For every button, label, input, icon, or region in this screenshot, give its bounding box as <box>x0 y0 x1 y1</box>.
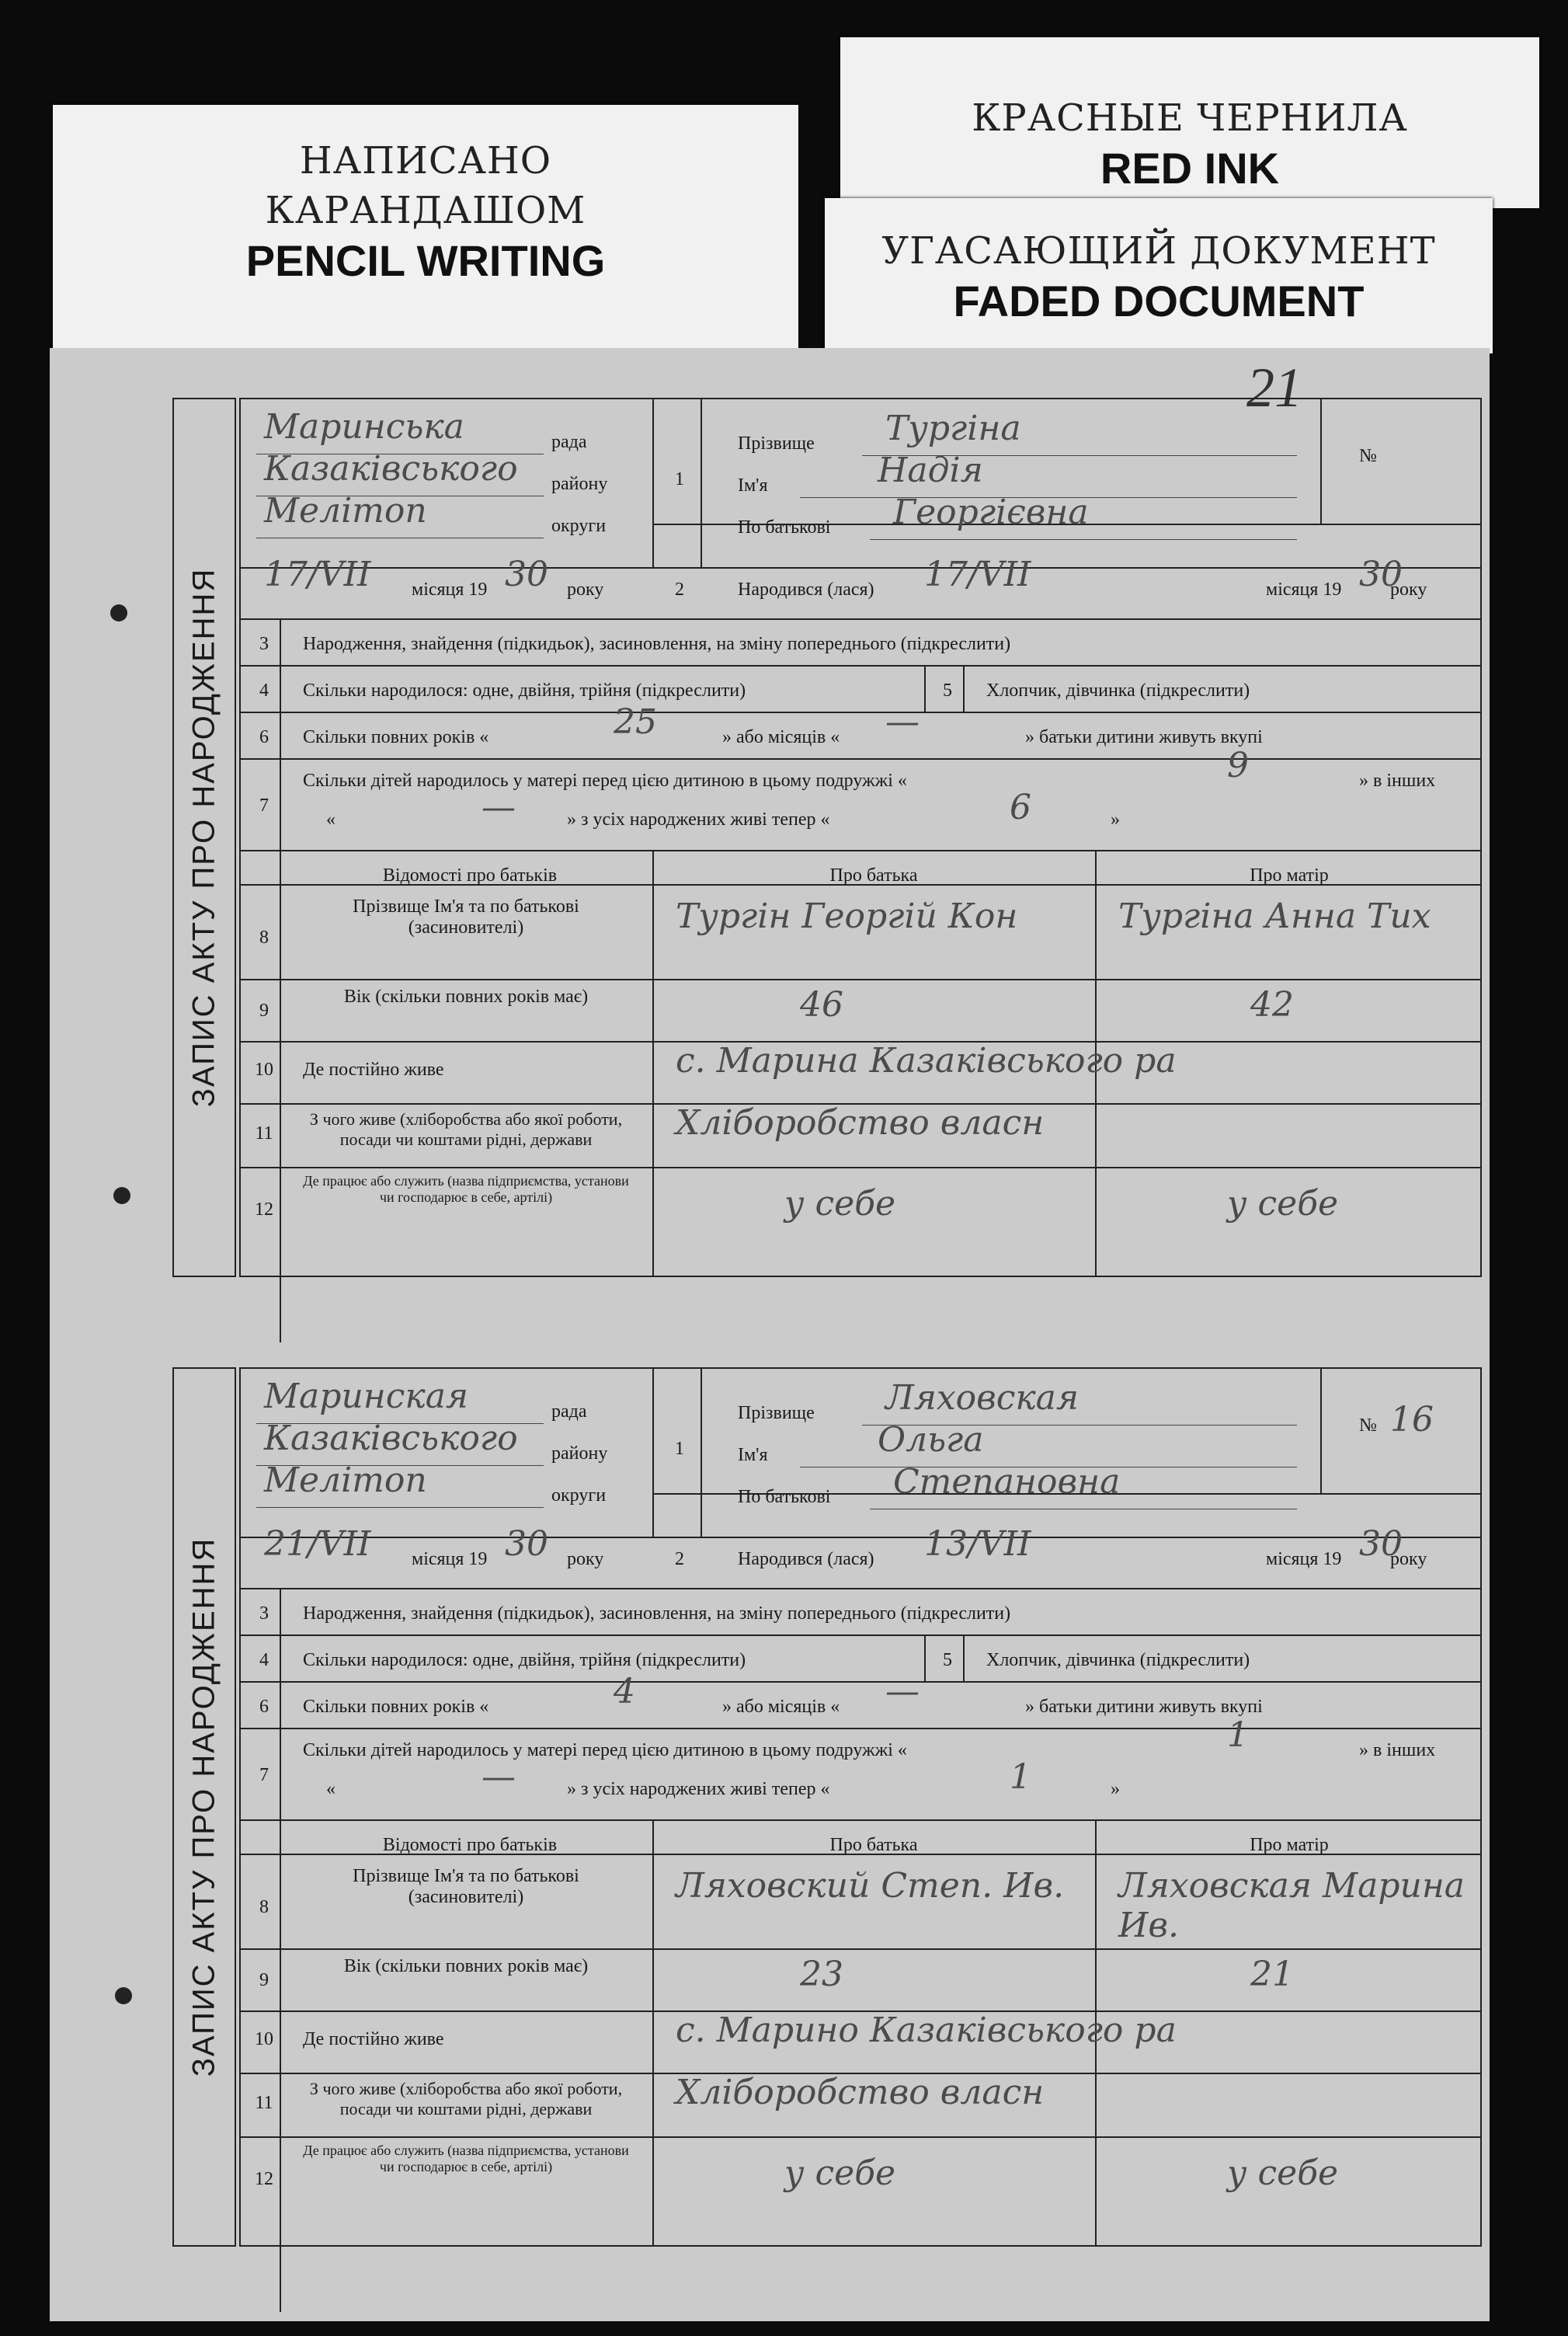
form-grid <box>239 1367 1482 2247</box>
birth-record-1 <box>172 398 1482 1277</box>
binding-hole <box>110 604 127 621</box>
section-side-title <box>172 398 236 1277</box>
value-reg-day: 21/VII <box>264 1524 371 1564</box>
row12-text: Де працює або служить (назва підприємства, установи чи господарює в себе, артілі) <box>303 1173 629 1205</box>
row10-text: Де постійно живе <box>303 2029 444 2049</box>
value-residence: с. Марина Казаківського ра <box>676 1041 1177 1081</box>
pencil-ru-line2: КАРАНДАШОМ <box>265 189 586 232</box>
form-row <box>241 886 1480 980</box>
label-month-year-1: місяця 19 <box>412 1549 488 1569</box>
side-title-text: ЗАПИС АКТУ ПРО НАРОДЖЕННЯ <box>186 567 221 1108</box>
value-alive: 1 <box>1010 1757 1031 1797</box>
row6-c: » батьки дитини живуть вкупі <box>1025 727 1263 747</box>
value-born-day: 17/VII <box>924 555 1031 594</box>
value-years: 25 <box>614 702 657 742</box>
row-number: 11 <box>255 1123 273 1144</box>
label-name: Ім'я <box>738 475 768 496</box>
label-year-1: року <box>567 580 604 600</box>
row-number: 9 <box>259 1970 269 1990</box>
row7-a: Скільки дітей народилось у матері перед цією дитиною в цьому подружжі « <box>303 1740 907 1760</box>
row-number: 11 <box>255 2093 273 2113</box>
row7-b: » в інших <box>1359 771 1436 791</box>
label-rayon: району <box>551 1443 608 1464</box>
column-divider <box>701 399 702 569</box>
value-years: 4 <box>614 1672 635 1711</box>
value-residence: с. Марино Казаківського ра <box>676 2010 1177 2050</box>
column-divider <box>701 1369 702 1538</box>
pencil-ru-line1: НАПИСАНО <box>299 139 552 183</box>
row-number: 4 <box>259 1650 269 1670</box>
value-born-year: 30 <box>1359 555 1403 594</box>
value-reg-year: 30 <box>505 1524 548 1564</box>
value-father-age: 23 <box>800 1955 843 1994</box>
faded-en: FADED DOCUMENT <box>953 277 1365 326</box>
value-mother-name: Тургіна Анна Тих <box>1118 896 1431 936</box>
label-year-2: року <box>1390 1549 1427 1569</box>
faded-ru: УГАСАЮЩИЙ ДОКУМЕНТ <box>881 229 1436 273</box>
form-row <box>241 569 1480 620</box>
row-number: 10 <box>255 2029 273 2049</box>
value-rayon: Казаківського <box>264 1419 518 1458</box>
value-patronymic: Георгієвна <box>893 493 1089 532</box>
label-month-year-2: місяця 19 <box>1266 1549 1342 1569</box>
row-number: 5 <box>943 681 952 701</box>
column-divider <box>652 399 654 569</box>
form-row <box>241 2074 1480 2138</box>
form-row <box>241 1855 1480 1950</box>
label-rayon: району <box>551 474 608 494</box>
father-header: Про батька <box>829 1835 918 1855</box>
red-ink-label <box>840 37 1539 208</box>
row-number: 12 <box>255 2169 273 2189</box>
row7-a: Скільки дітей народилось у матері перед цією дитиною в цьому подружжі « <box>303 771 907 791</box>
row3-text: Народження, знайдення (підкидьок), засиновлення, на зміну попереднього (підкреслити) <box>303 634 1011 654</box>
column-divider <box>1320 399 1322 524</box>
form-row <box>241 1043 1480 1105</box>
value-livelihood: Хліборобство власн <box>676 1103 1045 1143</box>
value-okrug: Мелітоп <box>264 491 427 531</box>
label-year-2: року <box>1390 580 1427 600</box>
label-patronymic: По батькові <box>738 517 831 538</box>
row9-text: Вік (скільки повних років має) <box>343 1956 589 1976</box>
form-row <box>241 1105 1480 1168</box>
value-mother-name: Ляховская Марина Ив. <box>1118 1866 1465 1945</box>
value-father-work: у себе <box>784 2153 896 2193</box>
row7-e: » <box>1111 1779 1120 1799</box>
row6-a: Скільки повних років « <box>303 727 489 747</box>
value-reg-year: 30 <box>505 555 548 594</box>
value-reg-day: 17/VII <box>264 555 371 594</box>
label-number: № <box>1359 446 1377 466</box>
value-months: — <box>885 1672 920 1711</box>
side-title-text: ЗАПИС АКТУ ПРО НАРОДЖЕННЯ <box>186 1537 221 2077</box>
row6-b: » або місяців « <box>722 727 840 747</box>
value-livelihood: Хліборобство власн <box>676 2073 1045 2112</box>
form-row <box>241 1589 1480 1636</box>
value-children: 1 <box>1227 1715 1249 1755</box>
row5-text: Хлопчик, дівчинка (підкреслити) <box>986 1650 1250 1670</box>
fill-line <box>870 539 1297 540</box>
label-rada: рада <box>551 432 587 452</box>
row-number: 3 <box>259 1603 269 1624</box>
row8-text: Прізвище Ім'я та по батькові (засиновителі) <box>353 896 579 938</box>
row-number: 6 <box>259 1697 269 1717</box>
value-born-day: 13/VII <box>924 1524 1031 1564</box>
value-rayon: Казаківського <box>264 449 518 489</box>
row-number: 12 <box>255 1199 273 1220</box>
faded-document-label <box>825 198 1493 353</box>
value-surname: Тургіна <box>885 409 1021 448</box>
form-row <box>241 851 1480 886</box>
row-number: 2 <box>675 580 684 600</box>
value-name: Ольга <box>878 1420 984 1460</box>
value-other: — <box>482 1757 516 1797</box>
label-born: Народився (лася) <box>738 1549 874 1569</box>
pencil-en: PENCIL WRITING <box>245 236 606 285</box>
binding-hole <box>113 1187 130 1204</box>
value-children: 9 <box>1227 746 1249 785</box>
row3-text: Народження, знайдення (підкидьок), засиновлення, на зміну попереднього (підкреслити) <box>303 1603 1011 1624</box>
value-rada: Маринська <box>264 407 464 447</box>
value-mother-work: у себе <box>1227 2153 1339 2193</box>
row11-text: З чого живе (хліборобства або якої роботи, посади чи коштами рідні, держави <box>309 2079 623 2118</box>
row7-b: » в інших <box>1359 1740 1436 1760</box>
row7-c: « <box>326 1779 336 1799</box>
label-year-1: року <box>567 1549 604 1569</box>
value-mother-age: 21 <box>1250 1955 1294 1994</box>
value-father-age: 46 <box>800 985 843 1025</box>
row7-e: » <box>1111 809 1120 830</box>
value-father-work: у себе <box>784 1184 896 1224</box>
form-row <box>241 2012 1480 2074</box>
label-name: Ім'я <box>738 1445 768 1465</box>
form-row <box>241 1683 1480 1729</box>
form-row <box>241 713 1480 760</box>
form-row <box>241 760 1480 851</box>
value-okrug: Мелітоп <box>264 1460 427 1500</box>
row6-b: » або місяців « <box>722 1697 840 1717</box>
value-alive: 6 <box>1010 788 1031 827</box>
father-header: Про батька <box>829 865 918 886</box>
value-born-year: 30 <box>1359 1524 1403 1564</box>
row-number: 7 <box>259 1765 269 1785</box>
row-number: 2 <box>675 1549 684 1569</box>
section-side-title <box>172 1367 236 2247</box>
row7-d: » з усіх народжених живі тепер « <box>567 1779 830 1799</box>
row-number: 5 <box>943 1650 952 1670</box>
parents-info-header: Відомості про батьків <box>382 1835 558 1855</box>
mother-header: Про матір <box>1250 1835 1329 1855</box>
row7-d: » з усіх народжених живі тепер « <box>567 809 830 830</box>
row-number: 6 <box>259 727 269 747</box>
form-row <box>241 1821 1480 1855</box>
row-number: 9 <box>259 1001 269 1021</box>
label-surname: Прізвище <box>738 1403 815 1423</box>
label-surname: Прізвище <box>738 433 815 454</box>
label-month-year-2: місяця 19 <box>1266 580 1342 600</box>
parents-info-header: Відомості про батьків <box>382 865 558 886</box>
label-patronymic: По батькові <box>738 1487 831 1507</box>
row6-a: Скільки повних років « <box>303 1697 489 1717</box>
form-row <box>241 1538 1480 1589</box>
row-number: 1 <box>675 469 684 489</box>
red-en: RED INK <box>1100 144 1280 193</box>
form-row <box>241 980 1480 1043</box>
column-divider <box>652 1369 654 1538</box>
value-other: — <box>482 788 516 827</box>
value-mother-age: 42 <box>1250 985 1294 1025</box>
row-number: 3 <box>259 634 269 654</box>
row-number: 8 <box>259 1897 269 1917</box>
binding-hole <box>115 1987 132 2004</box>
row12-text: Де працює або служить (назва підприємства, установи чи господарює в себе, артілі) <box>303 2143 629 2174</box>
label-number: № <box>1359 1415 1377 1436</box>
form-grid <box>239 398 1482 1277</box>
fill-line <box>256 1507 544 1508</box>
label-okrug: округи <box>551 516 607 536</box>
value-father-name: Ляховский Степ. Ив. <box>676 1866 1065 1906</box>
value-rada: Маринская <box>264 1377 469 1416</box>
value-surname: Ляховская <box>885 1378 1080 1418</box>
value-months: — <box>885 702 920 742</box>
row9-text: Вік (скільки повних років має) <box>343 987 589 1007</box>
birth-record-2 <box>172 1367 1482 2247</box>
row-number: 7 <box>259 795 269 816</box>
row4-text: Скільки народилося: одне, двійня, трійня (підкреслити) <box>303 681 746 701</box>
value-patronymic: Степановна <box>893 1462 1121 1502</box>
column-divider <box>1320 1369 1322 1493</box>
row8-text: Прізвище Ім'я та по батькові (засиновителі) <box>353 1866 579 1907</box>
value-name: Надія <box>878 451 983 490</box>
row10-text: Де постійно живе <box>303 1060 444 1080</box>
label-month-year-1: місяця 19 <box>412 580 488 600</box>
row-number: 10 <box>255 1060 273 1080</box>
row4-text: Скільки народилося: одне, двійня, трійня (підкреслити) <box>303 1650 746 1670</box>
form-row <box>241 1950 1480 2012</box>
row6-c: » батьки дитини живуть вкупі <box>1025 1697 1263 1717</box>
mother-header: Про матір <box>1250 865 1329 886</box>
row7-c: « <box>326 809 336 830</box>
pencil-writing-label <box>53 105 798 361</box>
row-number: 1 <box>675 1439 684 1459</box>
row-number: 4 <box>259 681 269 701</box>
row5-text: Хлопчик, дівчинка (підкреслити) <box>986 681 1250 701</box>
form-row <box>241 620 1480 667</box>
label-rada: рада <box>551 1401 587 1422</box>
row11-text: З чого живе (хліборобства або якої роботи, посади чи коштами рідні, держави <box>309 1109 623 1149</box>
form-row <box>241 667 1480 713</box>
form-row <box>241 1636 1480 1683</box>
form-row <box>241 1729 1480 1821</box>
red-ru: КРАСНЫЕ ЧЕРНИЛА <box>972 96 1408 140</box>
label-born: Народився (лася) <box>738 580 874 600</box>
label-okrug: округи <box>551 1485 607 1506</box>
row-number: 8 <box>259 928 269 948</box>
value-number: 16 <box>1390 1400 1434 1440</box>
value-father-name: Тургін Георгій Кон <box>676 896 1018 936</box>
value-mother-work: у себе <box>1227 1184 1339 1224</box>
page-number: 21 <box>1246 357 1302 419</box>
